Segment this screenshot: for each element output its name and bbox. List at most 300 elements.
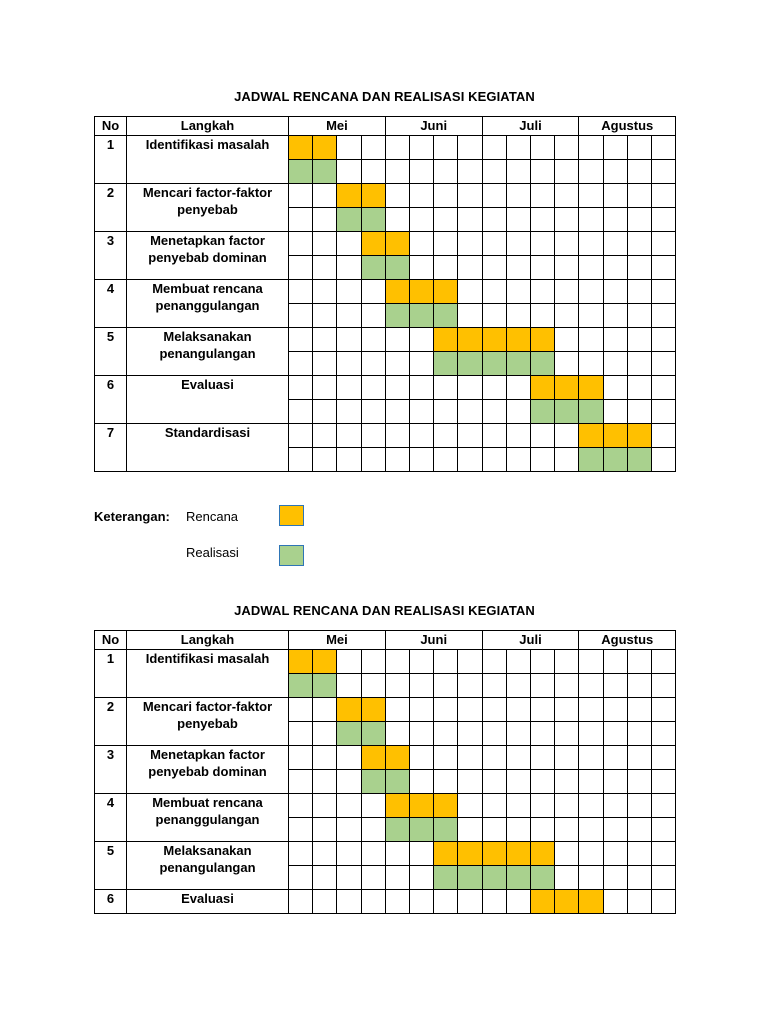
week-cell	[385, 865, 409, 889]
week-cell	[482, 745, 506, 769]
week-cell	[506, 159, 530, 183]
week-cell	[434, 745, 458, 769]
week-cell	[458, 721, 482, 745]
week-cell	[385, 183, 409, 207]
week-cell	[409, 207, 433, 231]
step-number: 4	[95, 793, 127, 841]
week-cell	[458, 279, 482, 303]
week-cell	[361, 375, 385, 399]
schedule-title: JADWAL RENCANA DAN REALISASI KEGIATAN	[234, 603, 535, 618]
week-cell	[579, 159, 603, 183]
week-cell	[482, 889, 506, 913]
week-cell	[555, 865, 579, 889]
week-cell	[434, 423, 458, 447]
week-cell	[434, 135, 458, 159]
step-name: Mencari factor-faktor penyebab	[127, 697, 289, 745]
week-cell	[482, 303, 506, 327]
week-cell	[313, 327, 337, 351]
week-cell	[530, 183, 554, 207]
week-cell	[482, 375, 506, 399]
week-cell	[506, 423, 530, 447]
week-cell	[506, 399, 530, 423]
real-cell-filled	[385, 769, 409, 793]
week-cell	[313, 279, 337, 303]
week-cell	[361, 817, 385, 841]
week-cell	[506, 183, 530, 207]
week-cell	[434, 649, 458, 673]
week-cell	[289, 231, 313, 255]
week-cell	[434, 255, 458, 279]
week-cell	[651, 769, 675, 793]
week-cell	[506, 745, 530, 769]
week-cell	[313, 745, 337, 769]
plan-cell-filled	[579, 889, 603, 913]
week-cell	[385, 327, 409, 351]
week-cell	[555, 159, 579, 183]
week-cell	[313, 303, 337, 327]
plan-cell-filled	[530, 327, 554, 351]
week-cell	[603, 865, 627, 889]
week-cell	[627, 351, 651, 375]
real-cell-filled	[530, 865, 554, 889]
week-cell	[506, 447, 530, 471]
week-cell	[555, 721, 579, 745]
week-cell	[482, 255, 506, 279]
step-name: Mencari factor-faktor penyebab	[127, 183, 289, 231]
week-cell	[361, 423, 385, 447]
week-cell	[361, 279, 385, 303]
week-cell	[506, 255, 530, 279]
week-cell	[289, 793, 313, 817]
week-cell	[627, 649, 651, 673]
week-cell	[651, 817, 675, 841]
week-cell	[482, 673, 506, 697]
week-cell	[603, 183, 627, 207]
step-name: Identifikasi masalah	[127, 649, 289, 697]
week-cell	[579, 231, 603, 255]
week-cell	[361, 447, 385, 471]
plan-cell-filled	[434, 327, 458, 351]
week-cell	[579, 673, 603, 697]
week-cell	[627, 793, 651, 817]
header-row	[95, 631, 676, 650]
week-cell	[458, 745, 482, 769]
plan-cell-filled	[579, 423, 603, 447]
plan-row	[95, 841, 676, 865]
week-cell	[530, 769, 554, 793]
week-cell	[337, 817, 361, 841]
week-cell	[409, 231, 433, 255]
week-cell	[482, 793, 506, 817]
week-cell	[385, 207, 409, 231]
week-cell	[579, 649, 603, 673]
week-cell	[361, 135, 385, 159]
week-cell	[458, 673, 482, 697]
week-cell	[651, 721, 675, 745]
week-cell	[313, 769, 337, 793]
real-cell-filled	[603, 447, 627, 471]
week-cell	[482, 399, 506, 423]
week-cell	[289, 279, 313, 303]
week-cell	[555, 183, 579, 207]
step-number: 2	[95, 183, 127, 231]
plan-cell-filled	[627, 423, 651, 447]
week-cell	[458, 183, 482, 207]
header-month: Juli	[482, 631, 579, 650]
real-cell-filled	[530, 399, 554, 423]
week-cell	[458, 303, 482, 327]
week-cell	[603, 279, 627, 303]
real-cell-filled	[506, 351, 530, 375]
header-month: Agustus	[579, 631, 676, 650]
real-cell-filled	[409, 817, 433, 841]
week-cell	[337, 279, 361, 303]
header-month: Agustus	[579, 117, 676, 136]
plan-cell-filled	[385, 745, 409, 769]
week-cell	[409, 159, 433, 183]
real-cell-filled	[385, 303, 409, 327]
week-cell	[385, 721, 409, 745]
week-cell	[579, 207, 603, 231]
week-cell	[603, 889, 627, 913]
plan-cell-filled	[603, 423, 627, 447]
week-cell	[482, 135, 506, 159]
week-cell	[627, 865, 651, 889]
step-number: 2	[95, 697, 127, 745]
week-cell	[313, 865, 337, 889]
week-cell	[530, 255, 554, 279]
header-no: No	[95, 117, 127, 136]
week-cell	[506, 231, 530, 255]
week-cell	[627, 889, 651, 913]
week-cell	[289, 327, 313, 351]
week-cell	[313, 447, 337, 471]
week-cell	[289, 423, 313, 447]
week-cell	[506, 793, 530, 817]
week-cell	[458, 649, 482, 673]
week-cell	[603, 399, 627, 423]
week-cell	[603, 207, 627, 231]
week-cell	[434, 231, 458, 255]
week-cell	[627, 673, 651, 697]
plan-cell-filled	[289, 649, 313, 673]
plan-row	[95, 649, 676, 673]
week-cell	[361, 649, 385, 673]
week-cell	[579, 697, 603, 721]
step-number: 6	[95, 889, 127, 913]
week-cell	[434, 207, 458, 231]
plan-cell-filled	[385, 231, 409, 255]
week-cell	[385, 889, 409, 913]
week-cell	[361, 841, 385, 865]
step-number: 3	[95, 231, 127, 279]
real-cell-filled	[482, 865, 506, 889]
week-cell	[555, 793, 579, 817]
week-cell	[482, 697, 506, 721]
real-cell-filled	[289, 673, 313, 697]
week-cell	[651, 303, 675, 327]
week-cell	[651, 351, 675, 375]
week-cell	[313, 399, 337, 423]
week-cell	[361, 865, 385, 889]
week-cell	[434, 375, 458, 399]
week-cell	[385, 649, 409, 673]
plan-cell-filled	[313, 135, 337, 159]
week-cell	[482, 159, 506, 183]
step-name: Identifikasi masalah	[127, 135, 289, 183]
week-cell	[409, 135, 433, 159]
week-cell	[458, 231, 482, 255]
week-cell	[434, 697, 458, 721]
week-cell	[337, 745, 361, 769]
week-cell	[651, 649, 675, 673]
week-cell	[409, 745, 433, 769]
plan-cell-filled	[506, 841, 530, 865]
week-cell	[579, 327, 603, 351]
legend-heading: Keterangan:	[94, 509, 170, 524]
week-cell	[409, 255, 433, 279]
week-cell	[579, 183, 603, 207]
week-cell	[530, 159, 554, 183]
week-cell	[506, 207, 530, 231]
week-cell	[313, 841, 337, 865]
real-cell-filled	[361, 769, 385, 793]
real-cell-filled	[337, 721, 361, 745]
week-cell	[409, 865, 433, 889]
step-name: Evaluasi	[127, 375, 289, 423]
week-cell	[627, 159, 651, 183]
plan-cell-filled	[458, 327, 482, 351]
week-cell	[458, 135, 482, 159]
plan-row	[95, 889, 676, 913]
week-cell	[530, 817, 554, 841]
week-cell	[651, 697, 675, 721]
week-cell	[651, 793, 675, 817]
week-cell	[555, 135, 579, 159]
week-cell	[579, 745, 603, 769]
week-cell	[313, 183, 337, 207]
week-cell	[409, 375, 433, 399]
week-cell	[434, 673, 458, 697]
week-cell	[651, 135, 675, 159]
plan-cell-filled	[530, 841, 554, 865]
week-cell	[409, 399, 433, 423]
week-cell	[313, 721, 337, 745]
week-cell	[458, 817, 482, 841]
week-cell	[337, 423, 361, 447]
plan-row	[95, 793, 676, 817]
week-cell	[434, 159, 458, 183]
week-cell	[313, 423, 337, 447]
schedule-table	[94, 630, 676, 914]
week-cell	[385, 423, 409, 447]
week-cell	[289, 447, 313, 471]
plan-cell-filled	[482, 841, 506, 865]
plan-cell-filled	[530, 889, 554, 913]
week-cell	[289, 697, 313, 721]
week-cell	[506, 303, 530, 327]
header-month: Mei	[289, 117, 386, 136]
plan-cell-filled	[337, 697, 361, 721]
week-cell	[627, 399, 651, 423]
step-name: Standardisasi	[127, 423, 289, 471]
week-cell	[530, 303, 554, 327]
week-cell	[530, 673, 554, 697]
real-cell-filled	[434, 351, 458, 375]
plan-row	[95, 745, 676, 769]
plan-cell-filled	[361, 183, 385, 207]
header-month: Juli	[482, 117, 579, 136]
header-month: Juni	[385, 631, 482, 650]
week-cell	[603, 793, 627, 817]
week-cell	[458, 207, 482, 231]
week-cell	[385, 375, 409, 399]
week-cell	[482, 769, 506, 793]
week-cell	[579, 769, 603, 793]
week-cell	[603, 255, 627, 279]
week-cell	[530, 697, 554, 721]
week-cell	[385, 351, 409, 375]
week-cell	[651, 207, 675, 231]
week-cell	[627, 279, 651, 303]
week-cell	[409, 673, 433, 697]
plan-cell-filled	[506, 327, 530, 351]
week-cell	[555, 303, 579, 327]
week-cell	[555, 769, 579, 793]
week-cell	[651, 231, 675, 255]
week-cell	[530, 279, 554, 303]
week-cell	[434, 769, 458, 793]
week-cell	[627, 327, 651, 351]
legend-real-swatch	[279, 545, 304, 566]
plan-cell-filled	[434, 841, 458, 865]
header-month: Mei	[289, 631, 386, 650]
step-number: 6	[95, 375, 127, 423]
week-cell	[603, 721, 627, 745]
week-cell	[337, 303, 361, 327]
week-cell	[361, 793, 385, 817]
plan-cell-filled	[409, 793, 433, 817]
plan-cell-filled	[555, 375, 579, 399]
week-cell	[337, 769, 361, 793]
week-cell	[337, 841, 361, 865]
real-cell-filled	[579, 399, 603, 423]
week-cell	[603, 159, 627, 183]
header-step: Langkah	[127, 631, 289, 650]
week-cell	[651, 673, 675, 697]
week-cell	[603, 231, 627, 255]
week-cell	[627, 745, 651, 769]
week-cell	[409, 889, 433, 913]
real-cell-filled	[434, 303, 458, 327]
week-cell	[579, 255, 603, 279]
plan-row	[95, 375, 676, 399]
header-row	[95, 117, 676, 136]
header-step: Langkah	[127, 117, 289, 136]
week-cell	[361, 303, 385, 327]
week-cell	[627, 303, 651, 327]
real-cell-filled	[458, 351, 482, 375]
step-number: 1	[95, 135, 127, 183]
week-cell	[289, 841, 313, 865]
week-cell	[337, 135, 361, 159]
week-cell	[506, 375, 530, 399]
week-cell	[337, 673, 361, 697]
week-cell	[482, 817, 506, 841]
week-cell	[337, 351, 361, 375]
week-cell	[409, 183, 433, 207]
header-month: Juni	[385, 117, 482, 136]
real-cell-filled	[434, 817, 458, 841]
week-cell	[627, 375, 651, 399]
week-cell	[579, 817, 603, 841]
step-number: 5	[95, 327, 127, 375]
week-cell	[651, 327, 675, 351]
week-cell	[651, 841, 675, 865]
week-cell	[361, 673, 385, 697]
real-cell-filled	[361, 207, 385, 231]
week-cell	[555, 255, 579, 279]
step-number: 1	[95, 649, 127, 697]
plan-cell-filled	[530, 375, 554, 399]
week-cell	[506, 649, 530, 673]
week-cell	[530, 423, 554, 447]
week-cell	[627, 721, 651, 745]
plan-row	[95, 135, 676, 159]
week-cell	[579, 721, 603, 745]
plan-cell-filled	[361, 745, 385, 769]
week-cell	[603, 697, 627, 721]
real-cell-filled	[627, 447, 651, 471]
step-name: Evaluasi	[127, 889, 289, 913]
week-cell	[506, 673, 530, 697]
week-cell	[289, 255, 313, 279]
week-cell	[289, 375, 313, 399]
week-cell	[603, 327, 627, 351]
week-cell	[555, 817, 579, 841]
week-cell	[482, 649, 506, 673]
week-cell	[289, 351, 313, 375]
week-cell	[603, 649, 627, 673]
week-cell	[603, 817, 627, 841]
week-cell	[409, 351, 433, 375]
step-name: Melaksanakan penangulangan	[127, 841, 289, 889]
real-cell-filled	[409, 303, 433, 327]
week-cell	[313, 207, 337, 231]
week-cell	[313, 375, 337, 399]
week-cell	[409, 769, 433, 793]
step-number: 7	[95, 423, 127, 471]
step-name: Menetapkan factor penyebab dominan	[127, 745, 289, 793]
week-cell	[482, 279, 506, 303]
week-cell	[555, 673, 579, 697]
week-cell	[651, 255, 675, 279]
week-cell	[530, 721, 554, 745]
plan-row	[95, 183, 676, 207]
step-name: Membuat rencana penanggulangan	[127, 279, 289, 327]
week-cell	[530, 231, 554, 255]
real-cell-filled	[506, 865, 530, 889]
week-cell	[506, 889, 530, 913]
week-cell	[603, 769, 627, 793]
week-cell	[458, 793, 482, 817]
step-number: 4	[95, 279, 127, 327]
week-cell	[651, 399, 675, 423]
week-cell	[555, 423, 579, 447]
real-cell-filled	[313, 159, 337, 183]
week-cell	[651, 745, 675, 769]
week-cell	[506, 697, 530, 721]
